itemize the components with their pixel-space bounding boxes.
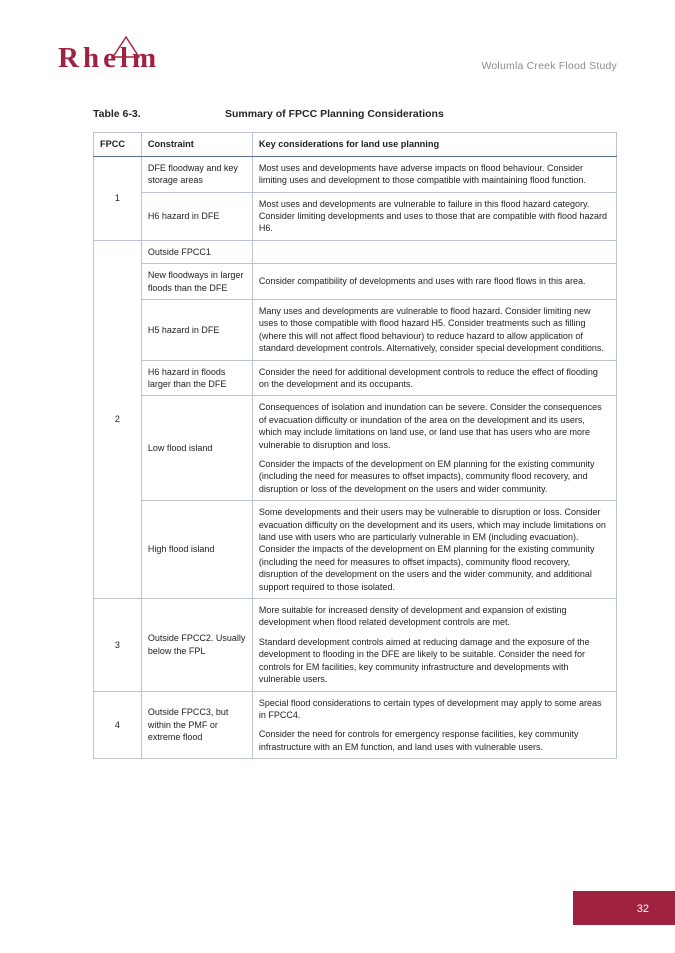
table-row xyxy=(94,156,617,192)
cell-constraint-high-flood-island: High flood island xyxy=(141,501,252,599)
document-title: Wolumla Creek Flood Study xyxy=(481,60,617,72)
cell-fpcc-2: 2 xyxy=(94,240,142,598)
table-body xyxy=(94,156,617,758)
table-row xyxy=(94,360,617,396)
logo-letter-e: e xyxy=(103,42,120,74)
cell-key-dfe-floodway xyxy=(252,156,616,192)
cell-constraint-h6-hazard-dfe: H6 hazard in DFE xyxy=(141,192,252,240)
table-row xyxy=(94,599,617,691)
cell-key-outside-fpcc1 xyxy=(252,240,616,263)
cell-constraint-dfe-floodway: DFE floodway and key storage areas xyxy=(141,156,252,192)
cell-constraint-low-flood-island: Low flood island xyxy=(141,396,252,501)
table-row xyxy=(94,396,617,501)
rhelm-logo xyxy=(58,42,160,75)
column-header-fpcc: FPCC xyxy=(94,133,142,157)
cell-fpcc-4: 4 xyxy=(94,691,142,759)
key-paragraph: Consider the impacts of the development on EM planning for the existing community (including the need for measures to offset impacts), community flood recovery, and disruption or loss of the development on the users and wider community. xyxy=(258,459,595,494)
table-row xyxy=(94,240,617,263)
cell-constraint-new-floodways: New floodways in larger floods than the DFE xyxy=(141,264,252,300)
table-caption-text: Summary of FPCC Planning Considerations xyxy=(225,108,444,120)
cell-key-low-flood-island xyxy=(252,396,616,501)
cell-key-outside-fpcc2 xyxy=(252,599,616,691)
cell-key-h6-hazard-larger xyxy=(252,360,616,396)
table-row xyxy=(94,264,617,300)
key-paragraph: Most uses and developments are vulnerable to failure in this flood hazard category. Consider limiting developments and uses to those that are compatible with flood hazard H6. xyxy=(258,198,608,234)
cell-key-new-floodways xyxy=(252,264,616,300)
cell-constraint-h6-hazard-larger: H6 hazard in floods larger than the DFE xyxy=(141,360,252,396)
cell-constraint-outside-fpcc1: Outside FPCC1 xyxy=(141,240,252,263)
page-header xyxy=(0,28,675,88)
column-header-key-considerations: Key considerations for land use planning xyxy=(252,133,616,157)
table-header xyxy=(94,133,617,157)
key-paragraph: Consider compatibility of developments and uses with rare flood flows in this area. xyxy=(258,276,586,287)
cell-fpcc-3: 3 xyxy=(94,599,142,691)
table-row xyxy=(94,501,617,599)
table-caption xyxy=(93,108,618,120)
table-caption-label: Table 6-3. xyxy=(93,108,141,120)
cell-key-h6-hazard-dfe xyxy=(252,192,616,240)
key-paragraph: Many uses and developments are vulnerable to flood hazard. Consider limiting new uses to those compatible with flood hazard H5. Consider treatments such as filling (where this will not affect flood behaviour) to reduce hazard to allow application of standard development controls. Alternatively, consider special development conditions. xyxy=(258,305,604,354)
key-paragraph: Consider the need for additional development controls to reduce the effect of flooding on the development and its occupants. xyxy=(258,366,598,389)
logo-letter-r: R xyxy=(58,42,83,74)
key-paragraph: More suitable for increased density of development and expansion of existing development when flood related development controls are met. xyxy=(258,605,567,628)
logo-letter-m: m xyxy=(132,42,161,74)
key-paragraph: Some developments and their users may be vulnerable to disruption or loss. Consider evacuation difficulty on the development and its users, which may include limitations on land use with users who are particularly vulnerable in EM (including evacuation). Consider the impacts of the development on EM planning for the existing community (including the need for measures to offset impacts), community flood recovery, disruption of the development on the users and the wider community, and additional support required to those isolated. xyxy=(258,507,606,592)
table-row xyxy=(94,192,617,240)
cell-constraint-h5-hazard-dfe: H5 hazard in DFE xyxy=(141,299,252,360)
cell-constraint-outside-fpcc2: Outside FPCC2. Usually below the FPL xyxy=(141,599,252,691)
table-header-row xyxy=(94,133,617,157)
page-number: 32 xyxy=(636,903,649,915)
logo-letter-l: l xyxy=(119,42,133,74)
table-row xyxy=(94,299,617,360)
key-paragraph: Most uses and developments have adverse impacts on flood behaviour. Consider limiting uses and development to those compatible with maintaining flood function. xyxy=(258,162,587,186)
cell-fpcc-1: 1 xyxy=(94,156,142,240)
logo-letter-h: h xyxy=(82,42,104,74)
table-row xyxy=(94,691,617,759)
logo-roof-icon xyxy=(112,36,140,58)
key-paragraph: Standard development controls aimed at reducing damage and the exposure of the development to flooding in the DFE are likely to be suitable. Consider the need for controls for EM facilities, key community infrastructure and developments with vulnerable users. xyxy=(258,636,590,685)
fpcc-planning-table xyxy=(93,132,617,759)
key-paragraph: Consequences of isolation and inundation can be severe. Consider the consequences of evacuation difficulty or inundation of the area on the development and its users, which may include limitations on land use, or land use that has users who are more vulnerable to disruption and loss. xyxy=(258,402,602,450)
cell-constraint-outside-fpcc3: Outside FPCC3, but within the PMF or extreme flood xyxy=(141,691,252,759)
cell-key-outside-fpcc3 xyxy=(252,691,616,759)
page-number-background xyxy=(573,891,675,925)
key-paragraph: Special flood considerations to certain types of development may apply to some areas in FPCC4. xyxy=(258,697,602,720)
cell-key-high-flood-island xyxy=(252,501,616,599)
cell-key-h5-hazard-dfe xyxy=(252,299,616,360)
column-header-constraint: Constraint xyxy=(141,133,252,157)
key-paragraph: Consider the need for controls for emergency response facilities, key community infrastructure with an EM function, and land uses with vulnerable users. xyxy=(258,729,579,752)
